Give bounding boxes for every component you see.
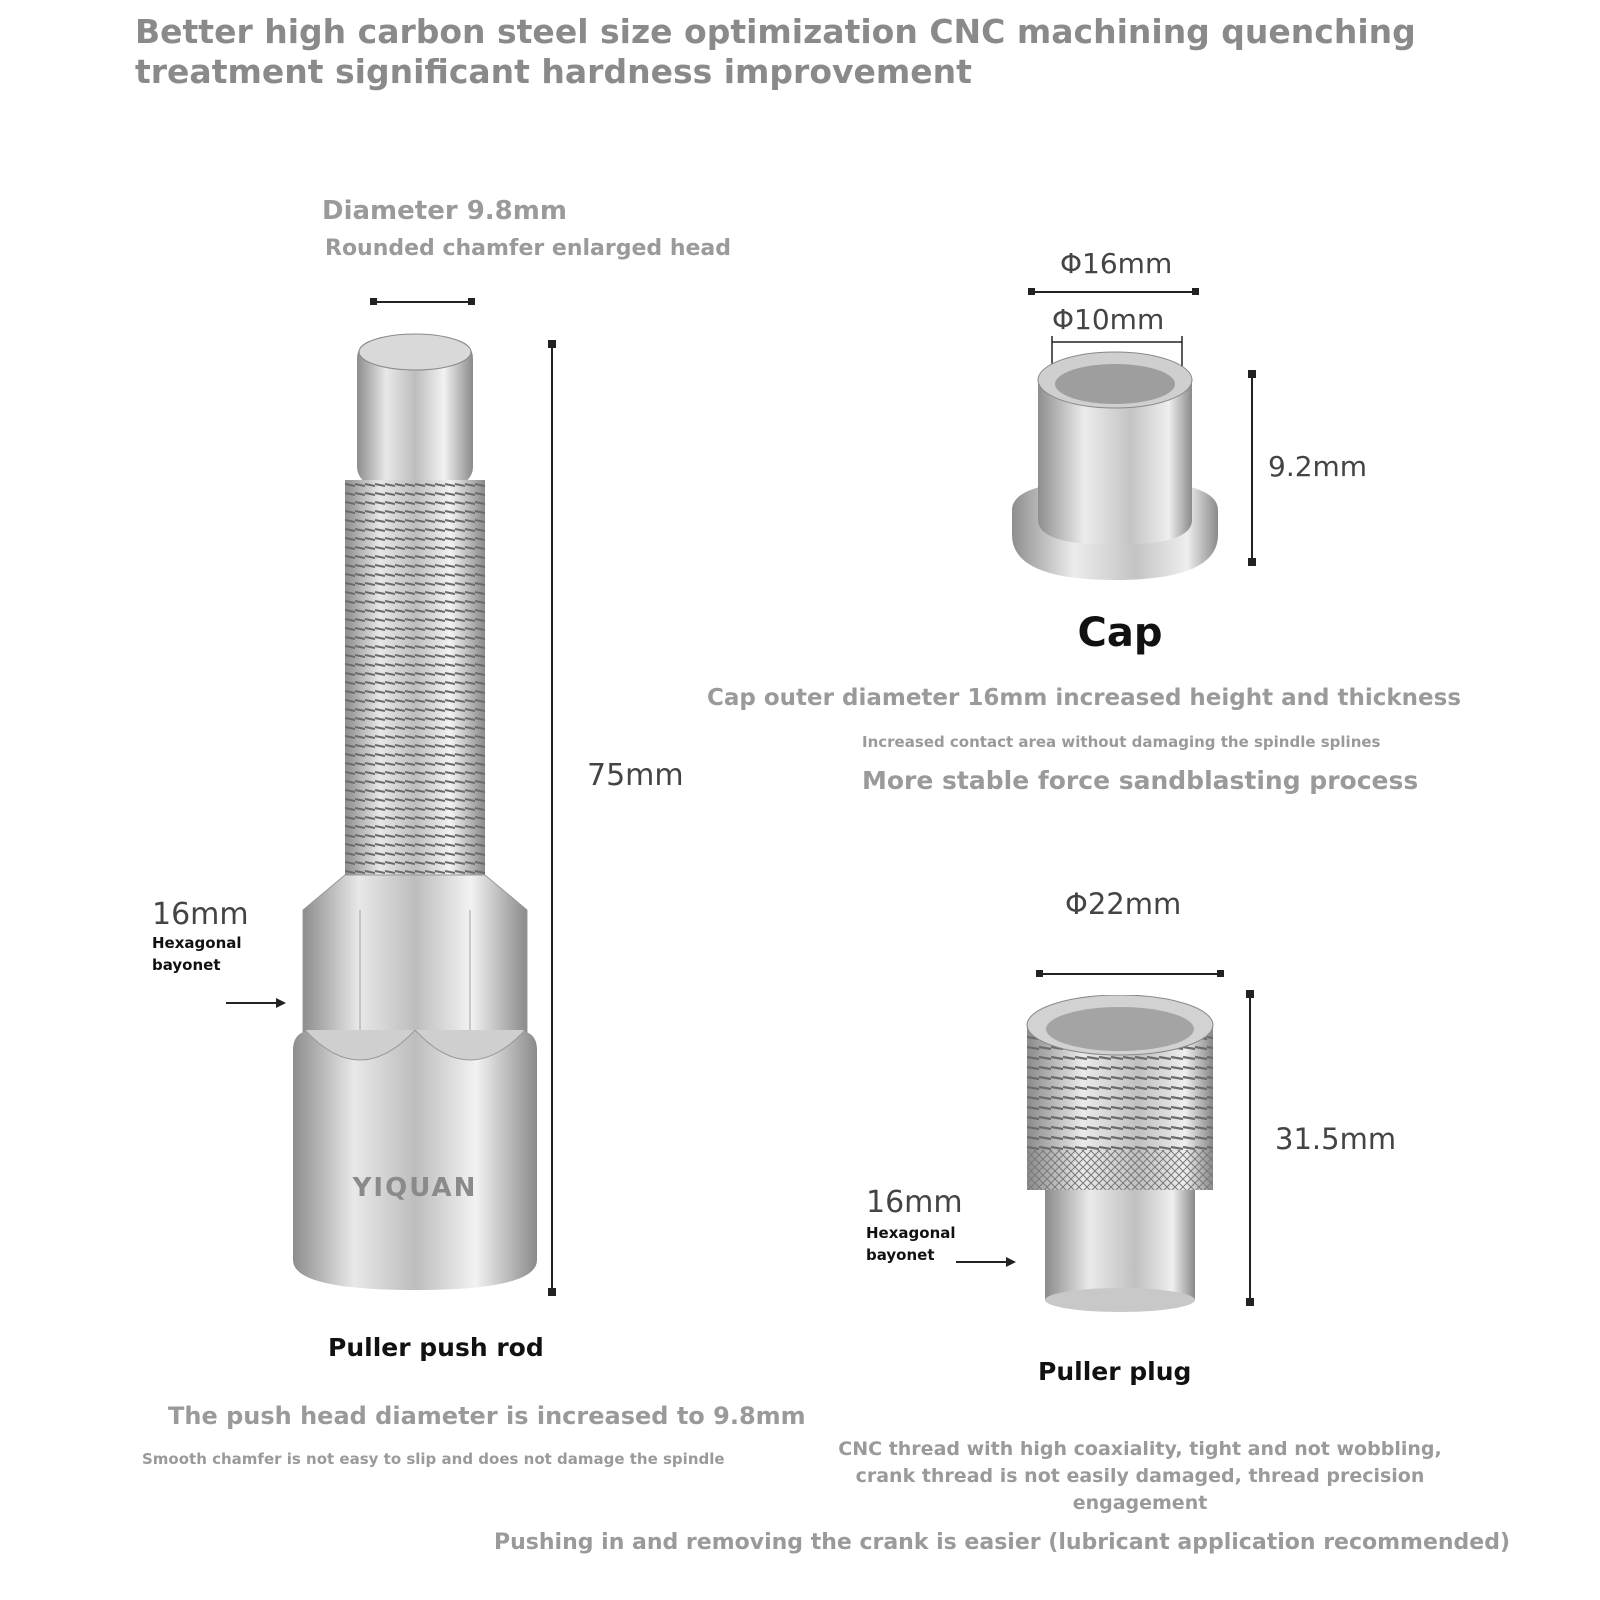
push-rod-diameter-label: Diameter 9.8mm [322,196,567,226]
push-rod-desc-1: The push head diameter is increased to 9.8mm [168,1402,806,1430]
cap-desc-1: Cap outer diameter 16mm increased height and thickness [707,685,1462,711]
plug-desc-1: CNC thread with high coaxiality, tight and not wobbling, [838,1438,1442,1460]
cap-desc-3: More stable force sandblasting process [862,766,1419,795]
cap-inner-diameter: Φ10mm [1052,303,1165,336]
footer-note: Pushing in and removing the crank is easier (lubricant application recommended) [494,1530,1511,1555]
push-rod-diameter-dimension-line [370,296,480,308]
cap-outer-dimension-line [1028,286,1203,298]
cap-height-dimension-line [1246,370,1258,570]
cap-desc-2: Increased contact area without damaging the spindle splines [862,733,1381,751]
plug-hex-note-1: Hexagonal [866,1224,956,1242]
push-rod-desc-2: Smooth chamfer is not easy to slip and does not damage the spindle [142,1450,725,1468]
push-rod-hex-note-2: bayonet [152,956,221,974]
plug-outer-dimension-line [1036,968,1228,980]
plug-outer-diameter: Φ22mm [1065,887,1182,921]
plug-hex-arrow-icon [956,1256,1018,1268]
plug-hex-note-2: bayonet [866,1246,935,1264]
cap-outer-diameter: Φ16mm [1060,247,1173,280]
push-rod-hex-arrow-icon [226,997,288,1009]
push-rod-hex-note-1: Hexagonal [152,934,242,952]
push-rod-length-label: 75mm [587,758,684,793]
plug-hex-size: 16mm [866,1185,963,1220]
plug-height-label: 31.5mm [1275,1122,1397,1156]
cap-height-label: 9.2mm [1268,450,1368,483]
push-rod-image [285,330,545,1310]
headline: Better high carbon steel size optimization CNC machining quenching treatment significant hardness improvement [135,12,1416,91]
cap-title: Cap [1077,610,1163,656]
brand-logo: YIQUAN [352,1173,478,1203]
push-rod-length-dimension-line [546,340,558,1300]
push-rod-hex-size: 16mm [152,897,249,932]
plug-height-dimension-line [1244,990,1256,1310]
plug-desc-3: engagement [1072,1492,1208,1514]
plug-title: Puller plug [1038,1357,1192,1386]
push-rod-head-note: Rounded chamfer enlarged head [325,236,732,261]
plug-image [1015,995,1225,1315]
cap-image [1010,350,1220,595]
plug-desc-2: crank thread is not easily damaged, thread precision [855,1465,1425,1487]
push-rod-title: Puller push rod [328,1333,544,1362]
